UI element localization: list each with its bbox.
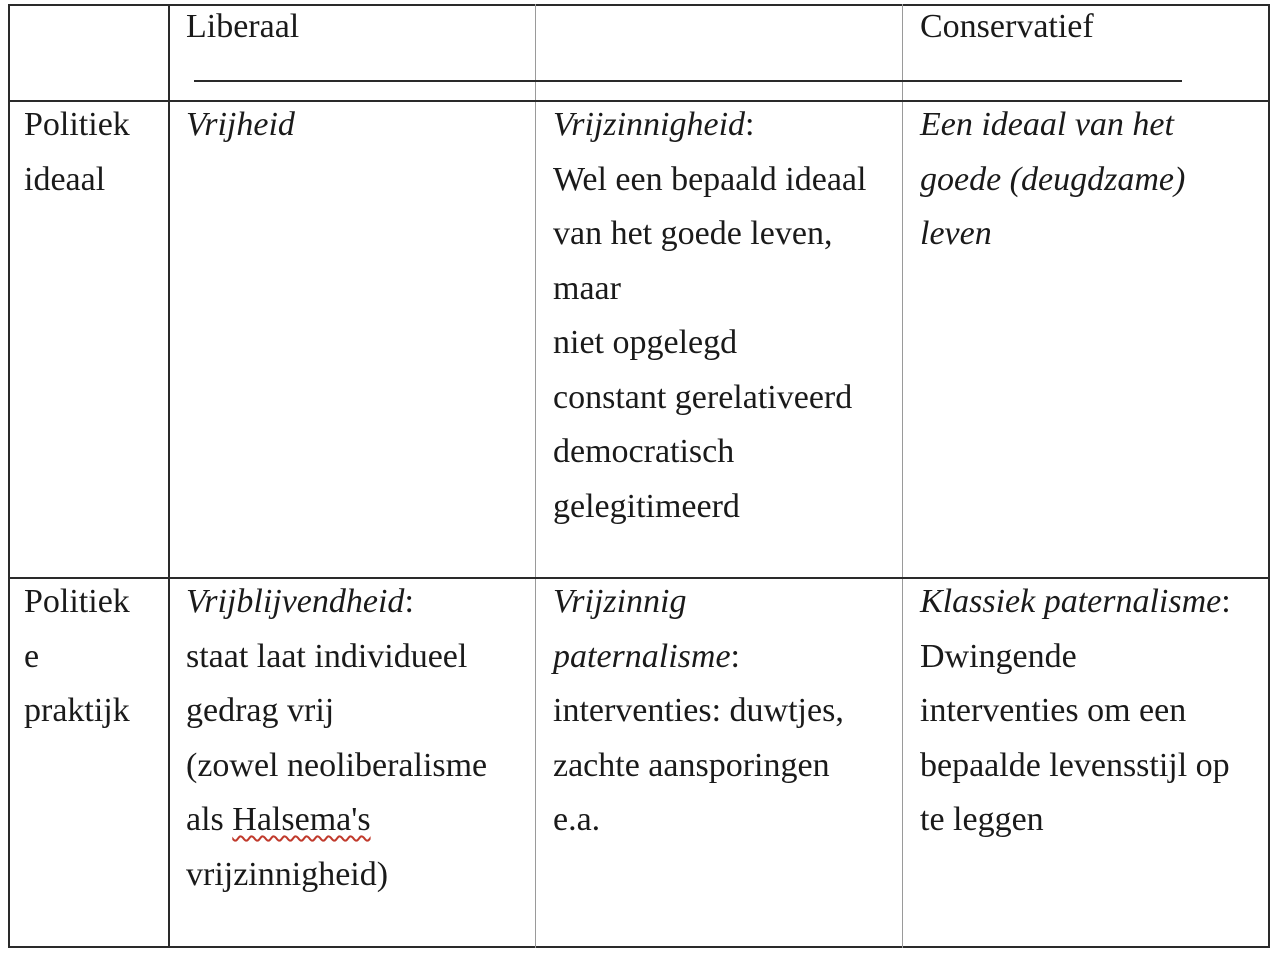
cell-text-line: e.a.	[553, 801, 601, 838]
term-vrijheid: Vrijheid	[186, 106, 295, 143]
cell-text-fragment: als	[186, 801, 233, 838]
spellcheck-word: Halsema's	[232, 801, 371, 838]
cell-text-line: democratisch	[553, 433, 735, 470]
term-vrijblijvendheid: Vrijblijvendheid	[186, 583, 405, 620]
cell-text-line: Wel een bepaald ideaal	[553, 160, 867, 198]
column-divider-liberaal	[535, 4, 536, 948]
row-label-politiek-ideaal	[24, 98, 130, 207]
row-label-line: Politiek	[24, 106, 130, 143]
term-klassiek-paternalisme: Klassiek paternalisme	[920, 583, 1222, 620]
term-suffix: :	[745, 106, 755, 143]
cell-text-line: niet opgelegd	[553, 324, 738, 361]
term-suffix: :	[1221, 583, 1231, 620]
cell-praktijk-conservatief	[920, 575, 1231, 848]
cell-text-line: gedrag vrij	[186, 692, 335, 729]
cell-text-line: staat laat individueel	[186, 637, 468, 675]
cell-text-line: interventies om een	[920, 692, 1187, 729]
header-conservatief: Conservatief	[920, 8, 1094, 45]
cell-text-line: gelegitimeerd	[553, 487, 740, 525]
term-suffix: :	[730, 637, 740, 675]
cell-text-line: Dwingende	[920, 637, 1077, 675]
term-line: leven	[920, 215, 992, 252]
column-divider-label	[168, 4, 170, 948]
cell-text-line: zachte aansporingen	[553, 746, 830, 784]
cell-ideaal-midden	[553, 98, 866, 534]
term-line: paternalisme	[553, 637, 731, 675]
cell-text-line: maar	[553, 269, 621, 307]
header-liberaal: Liberaal	[186, 8, 300, 45]
row-label-line: praktijk	[24, 692, 130, 729]
term-suffix: :	[404, 583, 414, 620]
cell-praktijk-liberaal	[186, 575, 487, 902]
term-line: Vrijzinnig	[553, 583, 687, 620]
cell-text-line: interventies: duwtjes,	[553, 692, 844, 729]
column-divider-midden	[902, 4, 903, 948]
cell-ideaal-conservatief	[920, 98, 1185, 262]
cell-text-line: te leggen	[920, 801, 1044, 838]
cell-text-line: constant gerelativeerd	[553, 378, 853, 416]
cell-ideaal-liberaal	[186, 98, 295, 153]
cell-text-line: vrijzinnigheid)	[186, 855, 389, 893]
row-label-line: Politiek	[24, 583, 130, 620]
term-line: goede (deugdzame)	[920, 160, 1186, 198]
header-underline	[194, 80, 1182, 82]
cell-text-line: (zowel neoliberalisme	[186, 746, 488, 784]
cell-praktijk-midden	[553, 575, 844, 848]
cell-text-line: bepaalde levensstijl op	[920, 746, 1230, 784]
term-vrijzinnigheid: Vrijzinnigheid	[553, 106, 746, 143]
cell-text-line: van het goede leven,	[553, 215, 833, 252]
row-label-line: ideaal	[24, 160, 106, 198]
row-label-line: e	[24, 637, 40, 675]
row-label-politieke-praktijk	[24, 575, 130, 739]
term-line: Een ideaal van het	[920, 106, 1174, 143]
